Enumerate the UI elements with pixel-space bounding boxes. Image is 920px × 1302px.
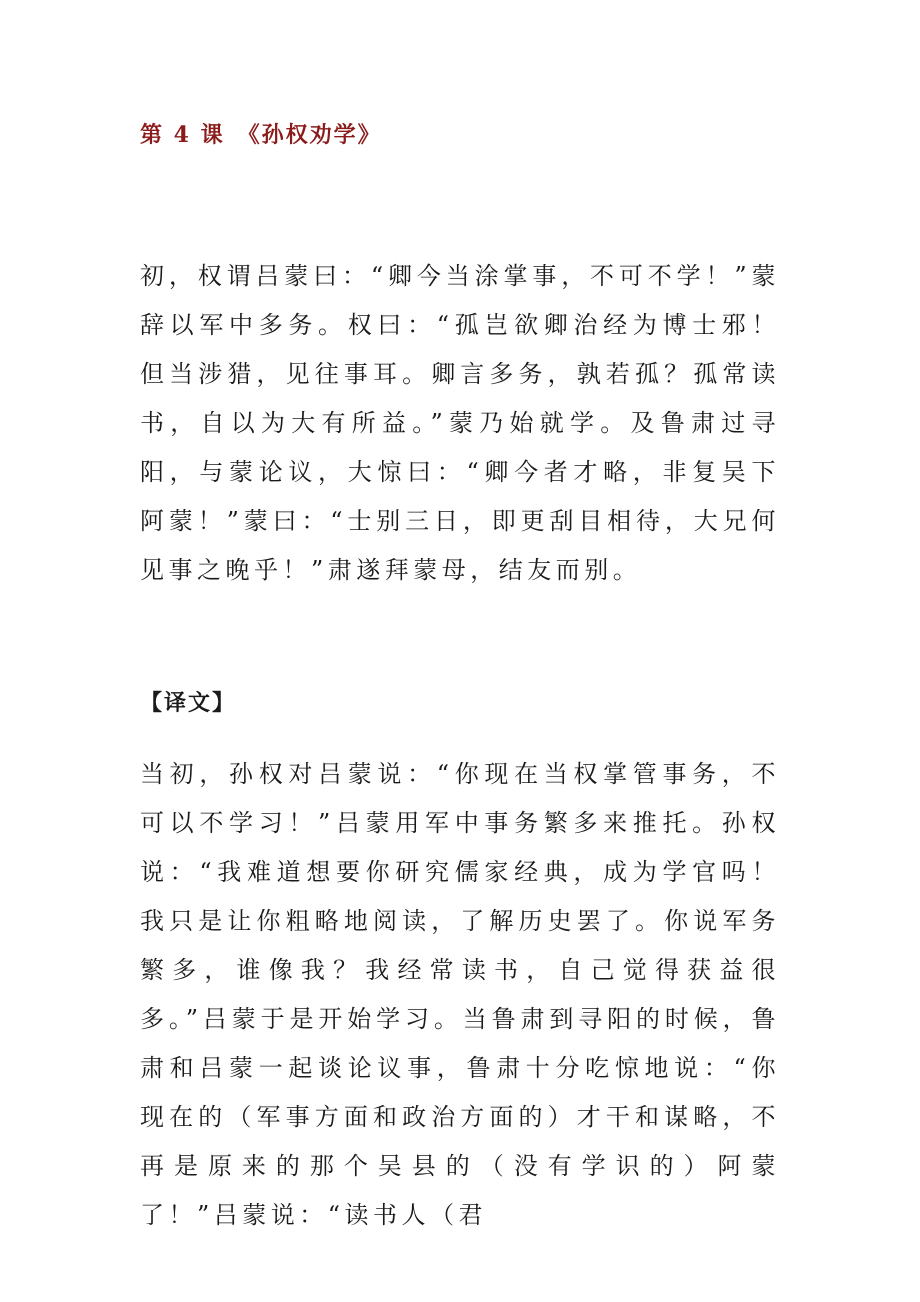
translation-heading: 【译文】 [140, 690, 237, 716]
translation-paragraph: 当初，孙权对吕蒙说：“你现在当权掌管事务，不可以不学习！”吕蒙用军中事务繁多来推托。孙权说：“我难道想要你研究儒家经典，成为学官吗！我只是让你粗略地阅读，了解历史罢了。你说军务繁多，谁像我？我经常读书，自己觉得获益很多。”吕蒙于是开始学习。当鲁肃到寻阳的时候，鲁肃和吕蒙一起谈论议事，鲁肃十分吃惊地说：“你现在的（军事方面和政治方面的）才干和谋略，不再是原来的那个吴县的（没有学识的）阿蒙了！”吕蒙说：“读书人（君 [140, 760, 780, 1229]
original-text-paragraph: 初，权谓吕蒙曰：“卿今当涂掌事，不可不学！”蒙辞以军中多务。权曰：“孤岂欲卿治经为博士邪！但当涉猎，见往事耳。卿言多务，孰若孤？孤常读书，自以为大有所益。”蒙乃始就学。及鲁肃过寻阳，与蒙论议，大惊曰：“卿今者才略，非复吴下阿蒙！”蒙曰：“士别三日，即更刮目相待，大兄何见事之晚乎！”肃遂拜蒙母，结友而别。 [140, 262, 780, 584]
lesson-title: 第 4 课 《孙权劝学》 [140, 122, 382, 148]
